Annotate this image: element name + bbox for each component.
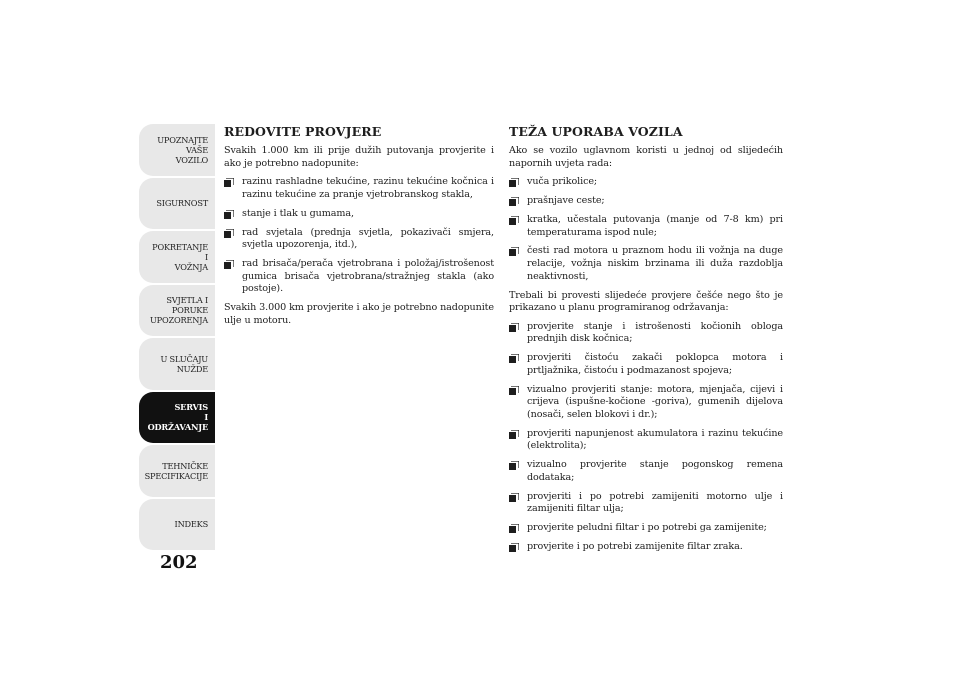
heavy-use-section xyxy=(509,124,783,560)
checkbox-bullet-icon xyxy=(509,323,519,332)
sidebar-tab[interactable]: INDEKS xyxy=(139,499,215,551)
list-item-text: rad svjetala (prednja svjetla, pokazivači smjera, svjetla upozorenja, itd.), xyxy=(242,226,494,251)
list-item xyxy=(509,245,783,283)
list-item-text: razinu rashladne tekućine, razinu tekućine kočnica i razinu tekućine za pranje vjetrobranskog stakla, xyxy=(242,176,494,200)
list-item-text: vizualno provjeriti stanje: motora, mjenjača, cijevi i crijeva (ispušne-kočione -goriva), gumenih dijelova (nosači, selen blokovi i dr.); xyxy=(527,383,783,420)
heavy-use-conditions-list xyxy=(509,176,783,283)
checkbox-bullet-icon xyxy=(224,260,234,269)
list-item xyxy=(509,384,783,422)
sidebar-tab[interactable]: SVJETLA I PORUKE UPOZORENJA xyxy=(139,285,215,337)
list-item-text: provjerite peludni filtar i po potrebi ga zamijenite; xyxy=(527,522,767,534)
routine-checks-list xyxy=(224,176,494,296)
list-item-text: vizualno provjerite stanje pogonskog remena dodataka; xyxy=(527,459,783,483)
checkbox-bullet-icon xyxy=(509,178,519,187)
routine-checks-intro: Svakih 1.000 km ili prije dužih putovanja provjerite i ako je potrebno nadopunite: xyxy=(224,145,494,169)
heavy-use-checks-list xyxy=(509,321,783,554)
list-item xyxy=(509,321,783,346)
sidebar-tab[interactable]: SIGURNOST xyxy=(139,178,215,230)
list-item xyxy=(509,428,783,453)
checkbox-bullet-icon xyxy=(509,197,519,206)
checkbox-bullet-icon xyxy=(509,543,519,552)
checkbox-bullet-icon xyxy=(509,524,519,533)
list-item-text: vuča prikolice; xyxy=(527,176,598,188)
routine-checks-section xyxy=(224,124,494,333)
checkbox-bullet-icon xyxy=(509,354,519,363)
list-item xyxy=(509,522,783,535)
checkbox-bullet-icon xyxy=(509,430,519,439)
checkbox-bullet-icon xyxy=(509,247,519,256)
chapter-sidebar xyxy=(139,124,215,550)
list-item xyxy=(509,176,783,189)
heavy-use-heading: TEŽA UPORABA VOZILA xyxy=(509,124,683,139)
checkbox-bullet-icon xyxy=(509,493,519,502)
list-item-text: prašnjave ceste; xyxy=(527,195,605,207)
list-item xyxy=(224,227,494,252)
page-number: 202 xyxy=(160,552,198,573)
list-item xyxy=(224,208,494,221)
list-item-text: provjeriti i po potrebi zamijeniti motorno ulje i zamijeniti filtar ulja; xyxy=(527,490,783,515)
sidebar-tab[interactable]: UPOZNAJTE VAŠE VOZILO xyxy=(139,124,215,176)
list-item xyxy=(509,459,783,484)
list-item-text: provjeriti napunjenost akumulatora i razinu tekućine (elektrolita); xyxy=(527,427,783,452)
list-item-text: česti rad motora u praznom hodu ili vožnja na duge relacije, vožnja niskim brzinama ili duža razdoblja neaktivnosti, xyxy=(527,245,783,282)
list-item-text: kratka, učestala putovanja (manje od 7-8 km) pri temperaturama ispod nule; xyxy=(527,213,783,238)
list-item-text: provjerite i po potrebi zamijenite filtar zraka. xyxy=(527,541,743,553)
sidebar-tab[interactable]: SERVIS I ODRŽAVANJE xyxy=(139,392,215,444)
checkbox-bullet-icon xyxy=(509,386,519,395)
checkbox-bullet-icon xyxy=(509,461,519,470)
list-item xyxy=(509,352,783,377)
sidebar-tab[interactable]: POKRETANJE I VOŽNJA xyxy=(139,231,215,283)
heavy-use-intro: Ako se vozilo uglavnom koristi u jednoj od slijedećih napornih uvjeta rada: xyxy=(509,145,783,169)
checkbox-bullet-icon xyxy=(224,178,234,187)
list-item-text: stanje i tlak u gumama, xyxy=(242,207,354,219)
list-item xyxy=(509,491,783,516)
sidebar-tab[interactable]: U SLUČAJU NUŽDE xyxy=(139,338,215,390)
list-item xyxy=(224,176,494,201)
heavy-use-middle: Trebali bi provesti slijedeće provjere češće nego što je prikazano u planu programiranog održavanja: xyxy=(509,289,783,314)
list-item xyxy=(224,258,494,296)
routine-checks-outro: Svakih 3.000 km provjerite i ako je potrebno nadopunite ulje u motoru. xyxy=(224,302,494,326)
list-item-text: provjeriti čistoću zakači poklopca motora i prtljažnika, čistoću i podmazanost spojeva; xyxy=(527,352,783,376)
list-item-text: rad brisača/perača vjetrobrana i položaj/istrošenost gumica brisača vjetrobrana/stražnjeg stakla (ako postoje). xyxy=(242,258,494,295)
checkbox-bullet-icon xyxy=(224,210,234,219)
list-item xyxy=(509,195,783,208)
routine-checks-heading: REDOVITE PROVJERE xyxy=(224,124,382,139)
list-item xyxy=(509,214,783,239)
list-item-text: provjerite stanje i istrošenosti kočionih obloga prednjih disk kočnica; xyxy=(527,320,783,345)
sidebar-tab[interactable]: TEHNIČKE SPECIFIKACIJE xyxy=(139,445,215,497)
checkbox-bullet-icon xyxy=(509,216,519,225)
checkbox-bullet-icon xyxy=(224,229,234,238)
list-item xyxy=(509,541,783,554)
